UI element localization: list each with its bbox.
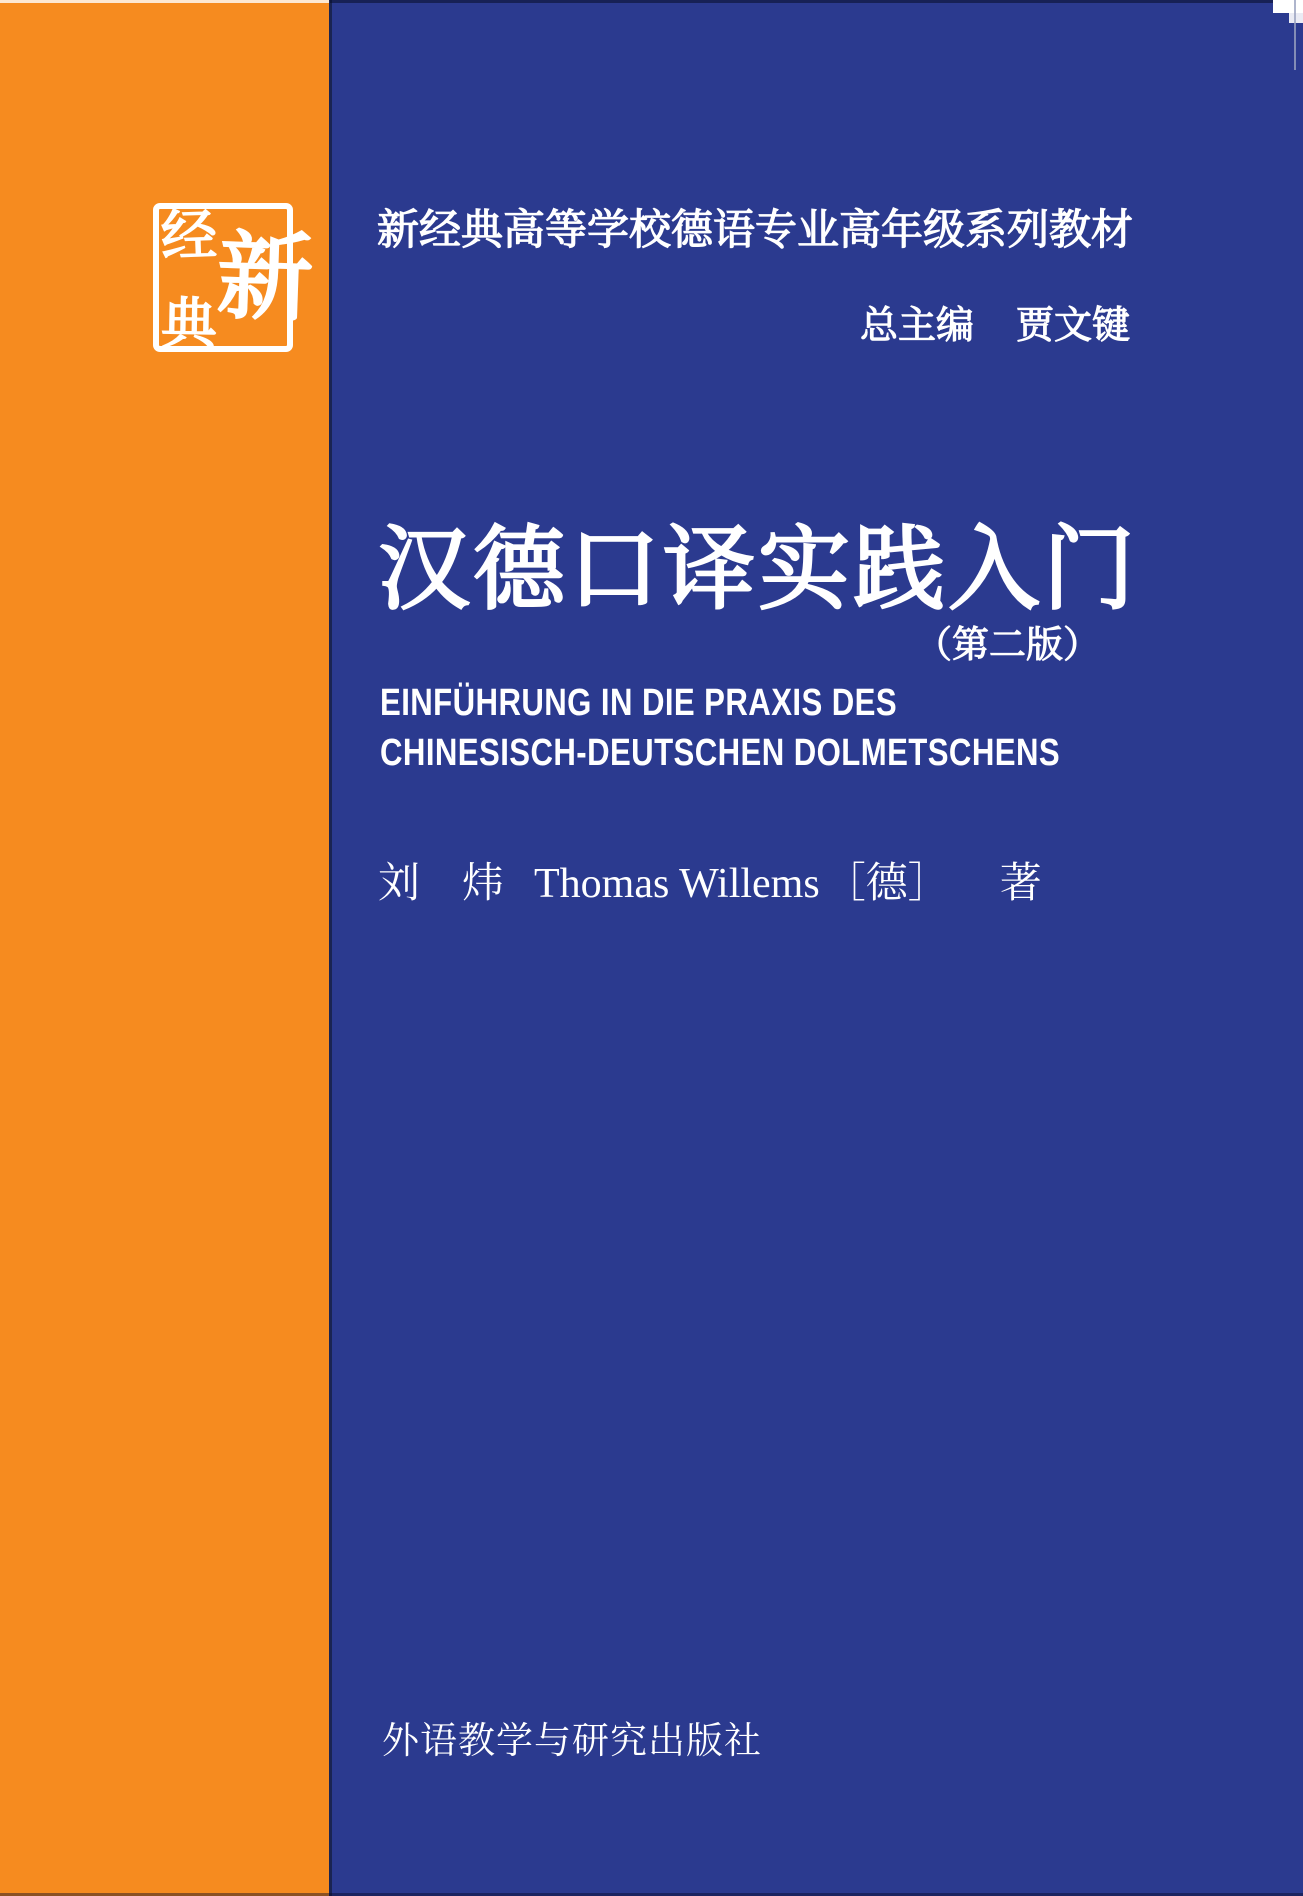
seal-char-xin: 新 [215, 223, 315, 334]
author-chinese-name: 刘 炜 [378, 861, 505, 907]
new-classic-seal-logo [153, 203, 315, 357]
seal-char-dian: 典 [160, 293, 218, 357]
series-title: 新经典高等学校德语专业高年级系列教材 [377, 208, 1134, 254]
corner-scan-notch [1273, 0, 1303, 13]
seal-right-column [217, 209, 313, 346]
corner-scan-line [1294, 0, 1296, 70]
author-role-suffix: 著 [999, 861, 1042, 907]
author-latin-name: Thomas Willems [534, 861, 820, 907]
book-title-german [380, 678, 1060, 778]
scan-edge-top-right [330, 0, 1303, 3]
german-title-line1: EINFÜHRUNG IN DIE PRAXIS DES [380, 682, 898, 724]
book-title-chinese: 汉德口译实践入门 [378, 519, 1139, 621]
seal-char-jing: 经 [159, 205, 219, 269]
author-nationality-bracket: ［德］ [823, 861, 950, 907]
scan-edge-top-left [0, 0, 329, 3]
stripe-divider-line [329, 0, 332, 1896]
german-title-line2: CHINESISCH-DEUTSCHEN DOLMETSCHENS [380, 732, 1061, 774]
seal-left-column [159, 205, 219, 357]
chief-editor-line [377, 294, 1130, 349]
chief-editor-label: 总主编 [859, 305, 974, 347]
publisher-name: 外语教学与研究出版社 [382, 1720, 762, 1761]
chief-editor-name: 贾文键 [1015, 305, 1130, 347]
edition-label: （第二版） [915, 624, 1100, 665]
authors-line [378, 850, 1042, 910]
